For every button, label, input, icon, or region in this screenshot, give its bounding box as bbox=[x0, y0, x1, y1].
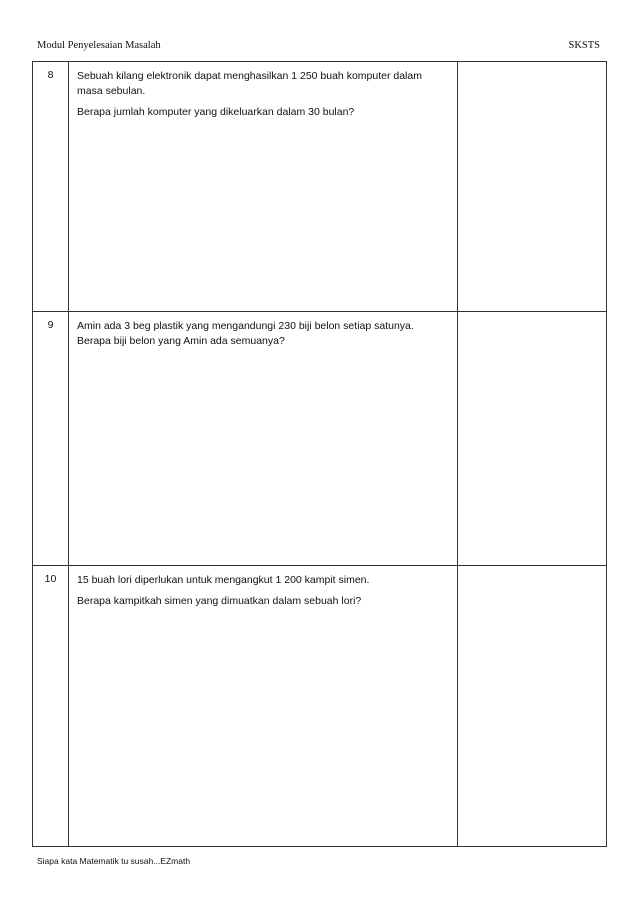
question-row-9 bbox=[33, 312, 607, 566]
answer-box[interactable] bbox=[458, 566, 607, 847]
question-number: 9 bbox=[33, 312, 69, 566]
question-number: 8 bbox=[33, 62, 69, 312]
answer-box[interactable] bbox=[458, 62, 607, 312]
question-row-8 bbox=[33, 62, 607, 312]
question-number: 10 bbox=[33, 566, 69, 847]
question-line: Sebuah kilang elektronik dapat menghasilkan 1 250 buah komputer dalam masa sebulan. bbox=[77, 70, 422, 97]
header-school-code: SKSTS bbox=[568, 40, 600, 51]
question-line: Amin ada 3 beg plastik yang mengandungi 230 biji belon setiap satunya. Berapa biji belon yang Amin ada semuanya? bbox=[77, 320, 414, 347]
question-line: 15 buah lori diperlukan untuk mengangkut 1 200 kampit simen. bbox=[77, 574, 370, 586]
header-module-title: Modul Penyelesaian Masalah bbox=[37, 40, 161, 51]
question-line: Berapa kampitkah simen yang dimuatkan dalam sebuah lori? bbox=[77, 595, 362, 607]
answer-box[interactable] bbox=[458, 312, 607, 566]
question-table bbox=[32, 61, 607, 847]
question-text bbox=[69, 312, 458, 566]
footer-tagline: Siapa kata Matematik tu susah...EZmath bbox=[37, 856, 191, 866]
question-text bbox=[69, 62, 458, 312]
question-text bbox=[69, 566, 458, 847]
question-row-10 bbox=[33, 566, 607, 847]
question-line: Berapa jumlah komputer yang dikeluarkan dalam 30 bulan? bbox=[77, 106, 355, 118]
